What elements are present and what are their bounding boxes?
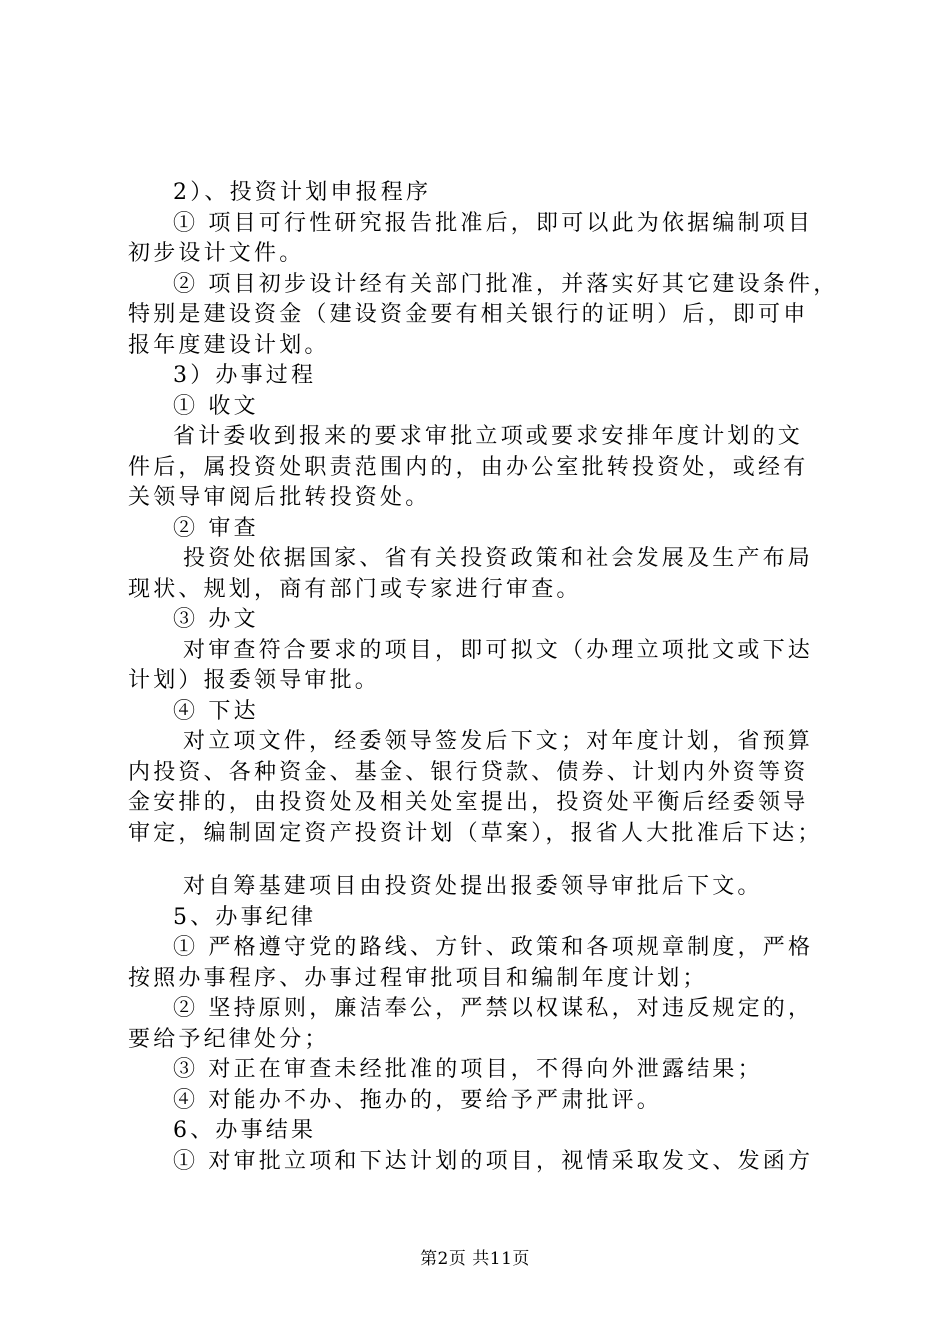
paragraph-line: 对立项文件，经委领导签发后下文；对年度计划，省预算 xyxy=(183,729,814,754)
paragraph-line: ① 项目可行性研究报告批准后，即可以此为依据编制项目 xyxy=(173,210,814,236)
paragraph-line: ① 严格遵守党的路线、方针、政策和各项规章制度，严格 xyxy=(173,935,814,960)
paragraph-line: 初步设计文件。 xyxy=(128,241,305,266)
paragraph-line: ② 项目初步设计经有关部门批准，并落实好其它建设条件， xyxy=(173,271,839,297)
paragraph-line: 报年度建设计划。 xyxy=(128,332,330,358)
section-heading: 3）办事过程 xyxy=(173,363,317,388)
paragraph-gap xyxy=(128,849,828,872)
sub-heading: ① 收文 xyxy=(173,393,259,419)
paragraph-line: 现状、规划，商有部门或专家进行审查。 xyxy=(128,576,582,602)
paragraph-line: 投资处依据国家、省有关投资政策和社会发展及生产布局 xyxy=(183,546,814,571)
paragraph-line: 关领导审阅后批转投资处。 xyxy=(128,485,431,510)
paragraph-line: ① 对审批立项和下达计划的项目，视情采取发文、发函方 xyxy=(173,1148,814,1174)
paragraph-line: ④ 对能办不办、拖办的，要给予严肃批评。 xyxy=(173,1087,662,1113)
paragraph-line: 要给予纪律处分； xyxy=(128,1026,330,1052)
paragraph-line: 特别是建设资金（建设资金要有相关银行的证明）后，即可申 xyxy=(128,302,809,327)
document-body xyxy=(128,178,839,1177)
sub-heading: ② 审查 xyxy=(173,515,259,541)
paragraph-line: ② 坚持原则，廉洁奉公，严禁以权谋私，对违反规定的， xyxy=(173,996,814,1021)
section-heading: 2）、投资计划申报程序 xyxy=(173,180,432,205)
paragraph-line: 金安排的，由投资处及相关处室提出，投资处平衡后经委领导 xyxy=(128,790,809,815)
paragraph-line: 件后，属投资处职责范围内的，由办公室批转投资处，或经有 xyxy=(128,454,809,480)
paragraph-line: 审定，编制固定资产投资计划（草案），报省人大批准后下达； xyxy=(128,820,823,846)
sub-heading: ④ 下达 xyxy=(173,698,259,724)
paragraph-line: 内投资、各种资金、基金、银行贷款、债券、计划内外资等资 xyxy=(128,759,809,785)
paragraph-line: 计划）报委领导审批。 xyxy=(128,668,381,693)
section-heading: 5、办事纪律 xyxy=(173,904,317,930)
section-heading: 6、办事结果 xyxy=(173,1118,317,1143)
page-number-footer: 第2页 共11页 xyxy=(420,1249,530,1269)
sub-heading: ③ 办文 xyxy=(173,607,259,632)
paragraph-line: ③ 对正在审查未经批准的项目，不得向外泄露结果； xyxy=(173,1057,763,1082)
paragraph-line: 对自筹基建项目由投资处提出报委领导审批后下文。 xyxy=(183,874,763,899)
paragraph-line: 对审查符合要求的项目，即可拟文（办理立项批文或下达 xyxy=(183,637,814,663)
paragraph-line: 按照办事程序、办事过程审批项目和编制年度计划； xyxy=(128,965,708,991)
paragraph-line: 省计委收到报来的要求审批立项或要求安排年度计划的文 xyxy=(173,424,804,449)
